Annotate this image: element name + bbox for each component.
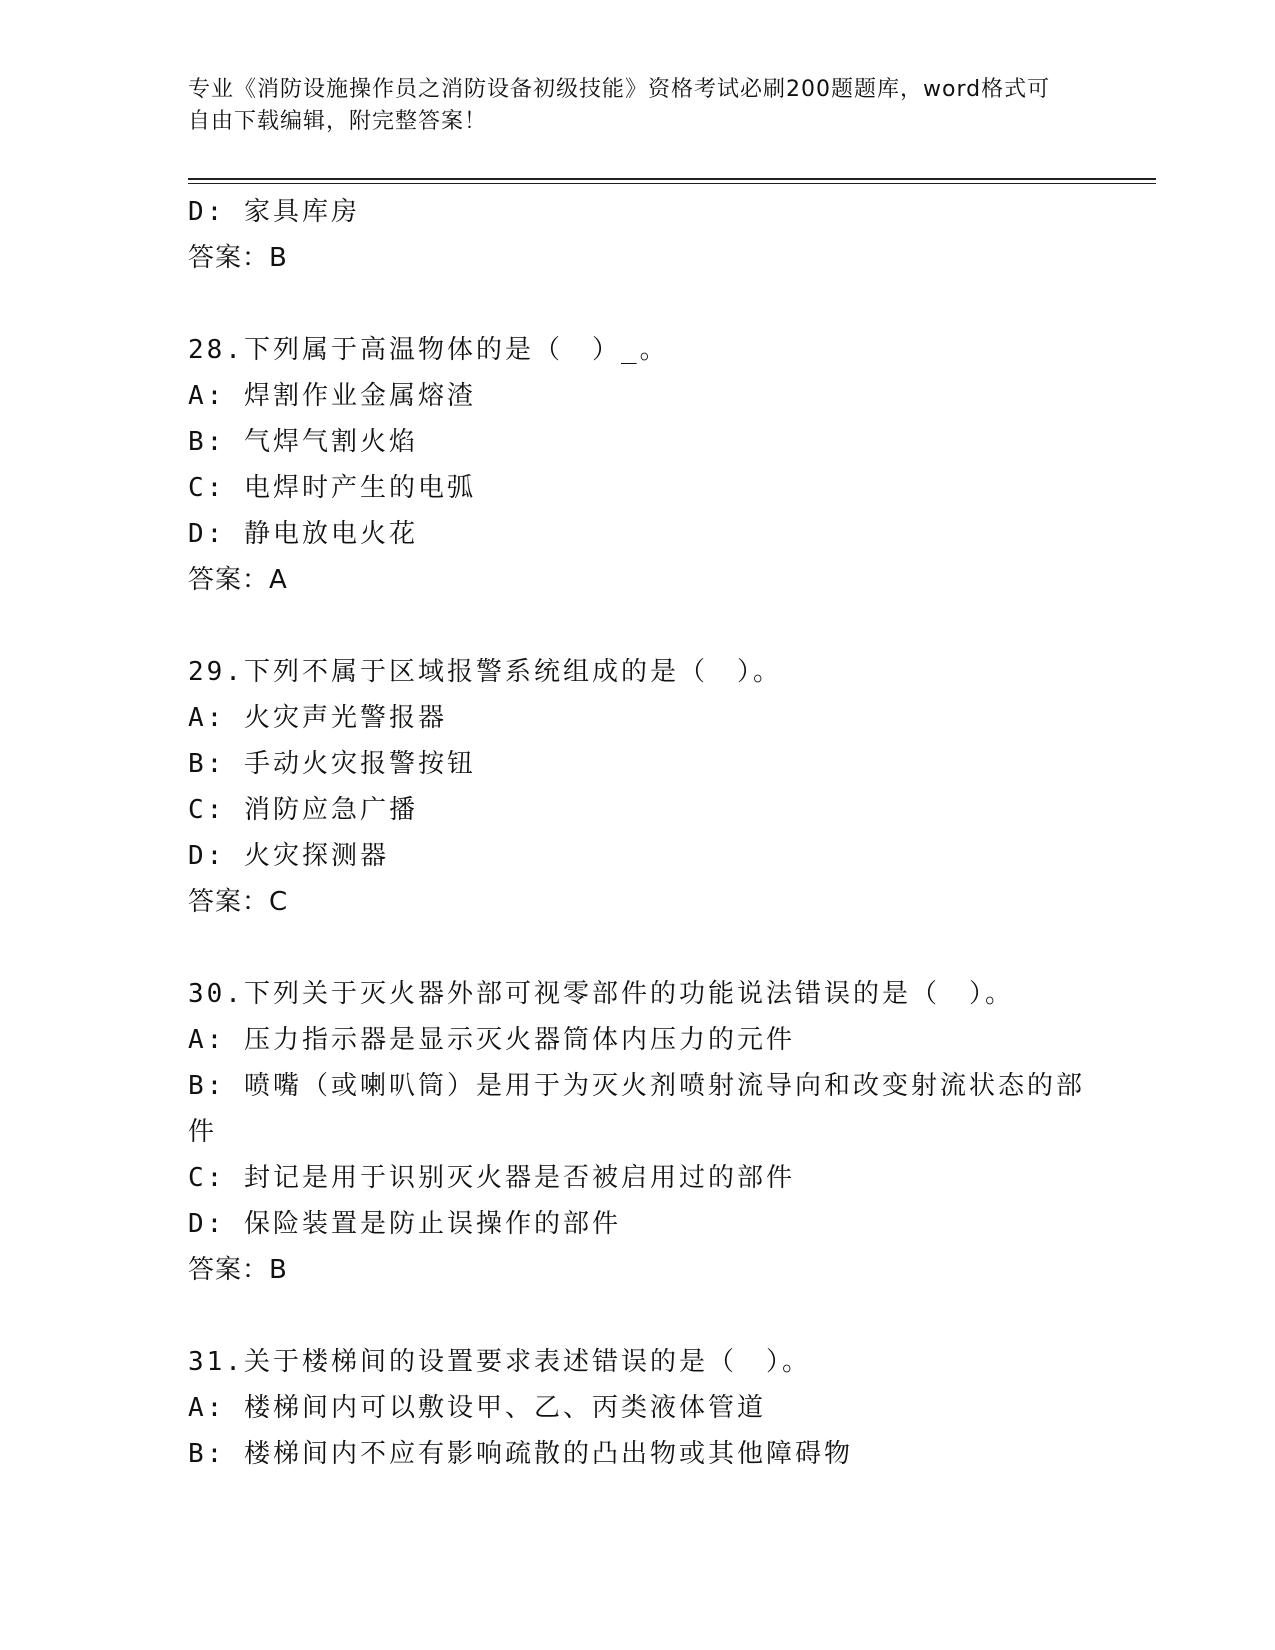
option-a: A: 压力指示器是显示灭火器筒体内压力的元件 bbox=[188, 1025, 795, 1055]
option-a: A: 楼梯间内可以敷设甲、乙、丙类液体管道 bbox=[188, 1393, 766, 1423]
spacer bbox=[188, 281, 1088, 327]
option-c: C: 封记是用于识别灭火器是否被启用过的部件 bbox=[188, 1163, 795, 1193]
option-d: D: 保险装置是防止误操作的部件 bbox=[188, 1209, 621, 1239]
question-stem: 29.下列不属于区域报警系统组成的是（ ）。 bbox=[188, 657, 782, 687]
option-c: C: 消防应急广播 bbox=[188, 795, 418, 825]
option-d: D: 家具库房 bbox=[188, 197, 360, 227]
question-30 bbox=[188, 971, 1088, 1293]
question-stem: 31.关于楼梯间的设置要求表述错误的是（ ）。 bbox=[188, 1347, 811, 1377]
answer-line: 答案：A bbox=[188, 565, 288, 595]
answer-line: 答案：C bbox=[188, 887, 289, 917]
spacer bbox=[188, 603, 1088, 649]
spacer bbox=[188, 925, 1088, 971]
option-a: A: 焊割作业金属熔渣 bbox=[188, 381, 476, 411]
option-b: B: 手动火灾报警按钮 bbox=[188, 749, 476, 779]
option-b: B: 喷嘴（或喇叭筒）是用于为灭火剂喷射流导向和改变射流状态的部件 bbox=[188, 1071, 1085, 1147]
document-body bbox=[188, 189, 1088, 1477]
question-31 bbox=[188, 1339, 1088, 1477]
previous-question-tail bbox=[188, 189, 1088, 281]
question-28 bbox=[188, 327, 1088, 603]
spacer bbox=[188, 1293, 1088, 1339]
option-d: D: 火灾探测器 bbox=[188, 841, 389, 871]
header-rule bbox=[188, 178, 1156, 180]
answer-line: 答案：B bbox=[188, 1255, 288, 1285]
option-b: B: 楼梯间内不应有影响疏散的凸出物或其他障碍物 bbox=[188, 1439, 853, 1469]
option-a: A: 火灾声光警报器 bbox=[188, 703, 447, 733]
question-29 bbox=[188, 649, 1088, 925]
question-stem: 28.下列属于高温物体的是（ ）_。 bbox=[188, 335, 669, 365]
header-rule-thin bbox=[188, 183, 1156, 184]
document-header: 专业《消防设施操作员之消防设备初级技能》资格考试必刷200题题库，word格式可自由下载编辑，附完整答案！ bbox=[188, 77, 1051, 134]
answer-line: 答案：B bbox=[188, 243, 288, 273]
option-d: D: 静电放电火花 bbox=[188, 519, 418, 549]
option-b: B: 气焊气割火焰 bbox=[188, 427, 418, 457]
question-stem: 30.下列关于灭火器外部可视零部件的功能说法错误的是（ ）。 bbox=[188, 979, 1014, 1009]
option-c: C: 电焊时产生的电弧 bbox=[188, 473, 476, 503]
